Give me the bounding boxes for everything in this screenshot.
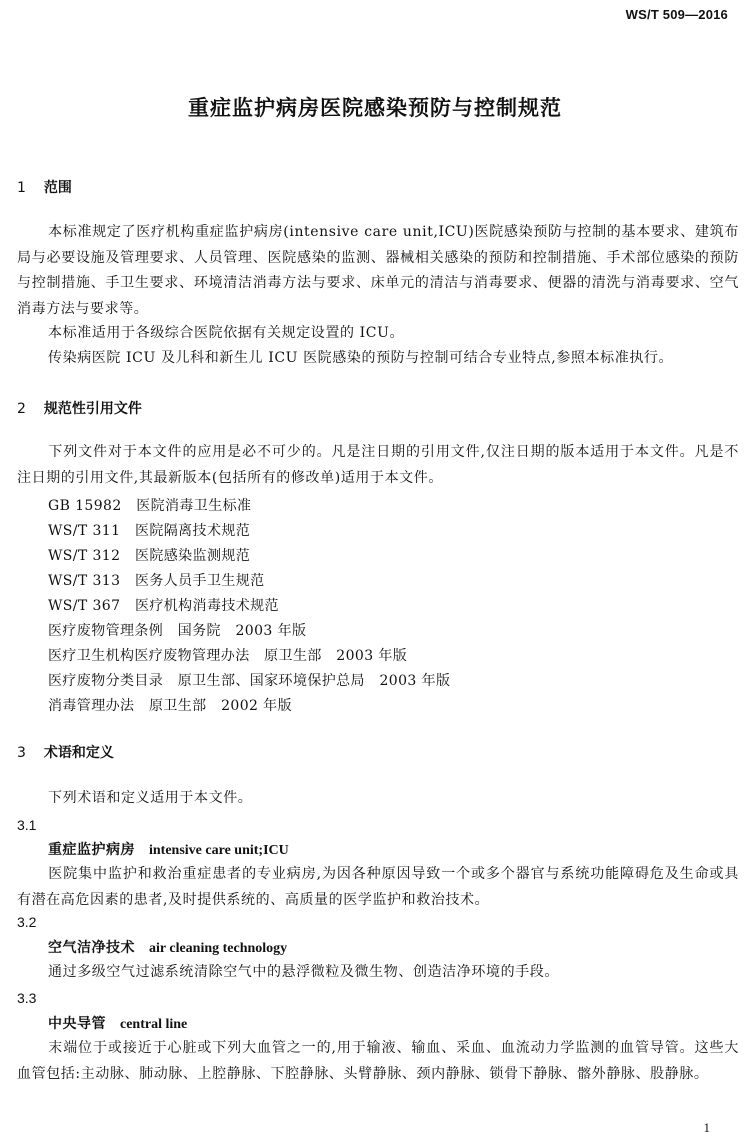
paragraph-text: 本标准适用于各级综合医院依据有关规定设置的 ICU。 <box>48 325 405 341</box>
paragraph-text: 下列文件对于本文件的应用是必不可少的。凡是注日期的引用文件,仅注日期的版本适用于本文件。凡是不注日期的引用文件,其最新版本(包括所有的修改单)适用于本文件。 <box>17 444 739 486</box>
section-1-heading <box>17 177 72 197</box>
term-definition <box>17 1036 739 1087</box>
section-number: 3 <box>17 745 26 761</box>
section-title: 术语和定义 <box>43 745 114 761</box>
paragraph-text: 传染病医院 ICU 及儿科和新生儿 ICU 医院感染的预防与控制可结合专业特点,参照本标准执行。 <box>48 350 674 366</box>
term-english: intensive care unit;ICU <box>149 843 289 858</box>
page-number: 1 <box>703 1120 710 1135</box>
paragraph-text: 本标准规定了医疗机构重症监护病房(intensive care unit,ICU)医院感染预防与控制的基本要求、建筑布局与必要设施及管理要求、人员管理、医院感染的监测、器械相关感染的预防和控制措施、手术部位感染的预防与控制措施、手卫生要求、环境清洁消毒方法与要求、床单元的清洁与消毒要求、便器的清洗与消毒要求、空气消毒方法与要求等。 <box>17 224 739 317</box>
reference-item: WS/T 313 医务人员手卫生规范 <box>48 573 265 589</box>
paragraph-text: 末端位于或接近于心脏或下列大血管之一的,用于输液、输血、采血、血流动力学监测的血管导管。这些大血管包括:主动脉、肺动脉、上腔静脉、下腔静脉、头臂静脉、颈内静脉、锁骨下静脉、髂外静脉、股静脉。 <box>17 1040 739 1082</box>
section-3-heading <box>17 742 114 762</box>
terms-intro <box>17 786 739 812</box>
clause-number: 3.1 <box>17 817 37 833</box>
clause-number: 3.2 <box>17 914 37 930</box>
references-intro <box>17 440 739 491</box>
term-definition <box>17 862 739 913</box>
reference-item: WS/T 312 医院感染监测规范 <box>48 548 251 564</box>
term-english: central line <box>120 1017 188 1032</box>
reference-item: 医疗废物分类目录 原卫生部、国家环境保护总局 2003 年版 <box>48 673 451 689</box>
reference-item: WS/T 367 医疗机构消毒技术规范 <box>48 598 279 614</box>
reference-item: 医疗卫生机构医疗废物管理办法 原卫生部 2003 年版 <box>48 648 408 664</box>
clause-number: 3.3 <box>17 990 37 1006</box>
scope-paragraph-3 <box>17 346 739 372</box>
scope-paragraph-2 <box>17 321 739 347</box>
term-chinese: 重症监护病房 <box>48 842 135 858</box>
scope-paragraph-1 <box>17 220 739 322</box>
term-english: air cleaning technology <box>149 941 288 956</box>
term-definition <box>17 960 739 986</box>
paragraph-text: 通过多级空气过滤系统清除空气中的悬浮微粒及微生物、创造洁净环境的手段。 <box>48 964 559 980</box>
reference-item: 医疗废物管理条例 国务院 2003 年版 <box>48 623 307 639</box>
term-chinese: 空气洁净技术 <box>48 940 135 956</box>
document-title: 重症监护病房医院感染预防与控制规范 <box>188 96 562 120</box>
section-number: 2 <box>17 401 26 417</box>
section-number: 1 <box>17 180 26 196</box>
term-heading <box>48 1013 187 1033</box>
term-heading <box>48 937 287 957</box>
section-title: 规范性引用文件 <box>43 401 142 417</box>
section-title: 范围 <box>43 180 72 196</box>
paragraph-text: 医院集中监护和救治重症患者的专业病房,为因各种原因导致一个或多个器官与系统功能障碍危及生命或具有潜在高危因素的患者,及时提供系统的、高质量的医学监护和救治技术。 <box>17 866 739 908</box>
reference-item: 消毒管理办法 原卫生部 2002 年版 <box>48 698 292 714</box>
paragraph-text: 下列术语和定义适用于本文件。 <box>48 790 253 806</box>
reference-item: GB 15982 医院消毒卫生标准 <box>48 498 252 514</box>
term-chinese: 中央导管 <box>48 1016 106 1032</box>
reference-item: WS/T 311 医院隔离技术规范 <box>48 523 251 539</box>
section-2-heading <box>17 398 142 418</box>
standard-number: WS/T 509—2016 <box>625 7 728 22</box>
term-heading <box>48 839 289 859</box>
